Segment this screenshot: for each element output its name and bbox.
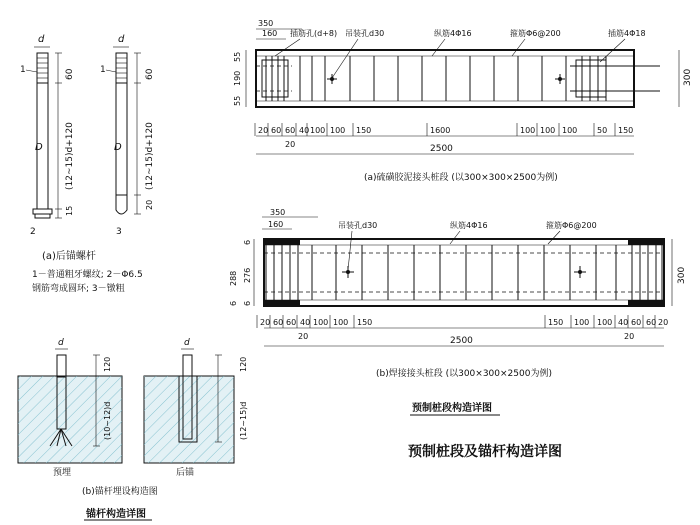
label-D-2: D [114,142,122,153]
anchor-bolt-2 [100,34,155,237]
main-title: 预制桩段及锚杆构造详图 [408,444,562,460]
pile-b-rdim: 300 [677,266,687,284]
pile-a-bottom-dims [255,123,633,136]
pile-b-bdim-6: 150 [357,318,373,327]
pile-a-label-long: 纵筋4Φ16 [434,29,472,38]
embed-block-yumai [18,338,122,478]
b-label-d-1: d [58,338,64,348]
pile-b-label-long: 纵筋4Φ16 [450,221,488,230]
pile-b-label-lift: 吊装孔d30 [338,221,378,230]
pile-b-bdim-2: 60 [286,318,297,327]
pile-a-bdim-2: 60 [285,126,296,135]
pile-a-bdim-4: 100 [310,126,326,135]
dim-len-1: (12~15)d+120 [65,122,75,190]
pile-a-body [256,50,634,107]
pile-b-dim-350: 350 [270,208,286,217]
pile-b-bdim-7: 150 [548,318,564,327]
pile-a-bdim-9: 100 [540,126,556,135]
pile-b-bdim-13: 20 [658,318,669,327]
pile-b-bdim-12: 60 [646,318,657,327]
label-houmao: 后锚 [176,468,195,478]
embed-block-houmao [144,338,248,478]
pile-a-dim-160: 160 [262,29,278,38]
dim-60-2: 60 [145,68,155,80]
pile-b-bdim-10: 40 [618,318,629,327]
pile-b-ldim-6b: 6 [243,300,252,306]
num-2: 2 [30,227,36,237]
pile-b-bottom-sub-2: 20 [624,332,635,341]
left-section-title: 锚杆构造详图 [86,509,146,520]
num-1b: 1 [100,65,106,75]
pile-b-bdim-4: 100 [313,318,329,327]
dim-15-1: 15 [65,205,74,216]
b-label-d-2: d [184,338,190,348]
pile-a-caption: (a)硫磺胶泥接头桩段 (以300×300×2500为例) [364,173,558,183]
pile-b-bdim-3: 40 [300,318,311,327]
pile-a-bdim-7: 1600 [430,126,451,135]
pile-b-bdim-11: 60 [631,318,642,327]
b-dim-right: (12~15)d [239,401,248,440]
pile-b-ldim-6c: 6 [229,300,238,306]
dim-60-1: 60 [65,68,75,80]
pile-a-label-stirrup: 箍筋Φ6@200 [510,29,561,38]
num-3: 3 [116,227,122,237]
pile-b-body [264,239,664,306]
pile-a-ldim-1: 55 [233,51,242,62]
pile-b-ldim-288: 288 [229,270,238,286]
label-yumai: 预埋 [53,468,72,478]
pile-a-ldim-2: 190 [233,70,242,86]
pile-b-bdim-5: 100 [333,318,349,327]
label-d-1: d [38,34,45,45]
caption-b-embed: (b)锚杆埋设构造图 [82,487,158,497]
legend-line-1: 1－普通粗牙螺纹; 2－Φ6.5 [32,270,143,280]
right-section-title: 预制桩段构造详图 [412,403,492,414]
label-D-1: D [35,142,43,153]
b-dim-120-1: 120 [103,356,112,372]
pile-a [233,19,693,183]
pile-b-ldim-6a: 6 [243,239,252,245]
pile-a-bottom-sub: 20 [285,140,296,149]
pile-a-rdim: 300 [683,68,693,86]
pile-b [229,208,687,379]
pile-a-total: 2500 [430,144,453,154]
pile-b-bdim-8: 100 [574,318,590,327]
legend-line-2: 钢筋弯成圆环; 3－镦粗 [32,284,125,294]
label-d-2: d [118,34,125,45]
pile-a-bdim-6: 150 [356,126,372,135]
dim-len-2: (12~15)d+120 [145,122,155,190]
pile-b-bdim-0: 20 [260,318,271,327]
pile-a-label-hole: 插筋孔(d+8) [290,29,338,38]
pile-a-dim-350: 350 [258,19,274,28]
pile-a-bdim-3: 40 [299,126,310,135]
b-dim-left: (10~12)d [103,401,112,440]
pile-a-bdim-12: 150 [618,126,634,135]
pile-b-bdim-1: 60 [273,318,284,327]
b-dim-120-2: 120 [239,356,248,372]
pile-a-label-lift: 吊装孔d30 [345,29,385,38]
pile-b-bottom-sub-1: 20 [298,332,309,341]
caption-a-bolt: (a)后锚螺杆 [42,251,96,262]
pile-a-ldim-3: 55 [233,95,242,106]
pile-a-bdim-0: 20 [258,126,269,135]
dim-20-2: 20 [145,199,154,210]
anchor-bolt-1 [20,34,75,237]
pile-b-bdim-9: 100 [597,318,613,327]
pile-a-label-dowel: 插筋4Φ18 [608,29,646,38]
pile-a-bdim-11: 50 [597,126,608,135]
pile-b-caption: (b)焊接接头桩段 (以300×300×2500为例) [376,369,552,379]
pile-a-bdim-10: 100 [562,126,578,135]
pile-a-bdim-1: 60 [271,126,282,135]
pile-b-dim-160: 160 [268,220,284,229]
pile-a-bdim-8: 100 [520,126,536,135]
pile-b-label-stirrup: 箍筋Φ6@200 [546,221,597,230]
num-1: 1 [20,65,26,75]
pile-b-ldim-276: 276 [243,267,252,283]
pile-b-total: 2500 [450,336,473,346]
pile-b-bottom-dims [257,315,668,328]
pile-a-bdim-5: 100 [330,126,346,135]
